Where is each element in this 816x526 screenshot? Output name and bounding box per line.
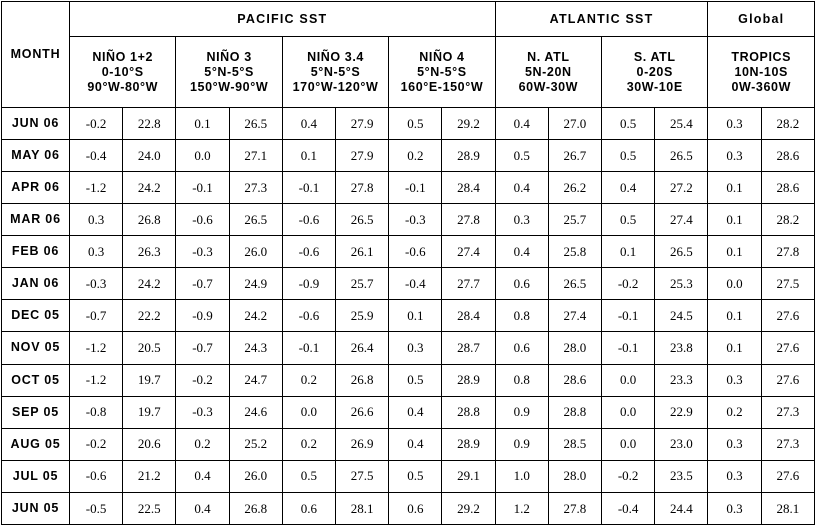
sst-value-cell: 27.0	[548, 108, 601, 140]
global-group-header: Global	[708, 2, 815, 37]
table-row	[2, 428, 815, 460]
anomaly-cell: 0.8	[495, 364, 548, 396]
table-row	[2, 268, 815, 300]
region-name: NIÑO 3	[206, 49, 252, 64]
region-header	[602, 37, 708, 108]
table-row	[2, 172, 815, 204]
anomaly-cell: 0.3	[708, 428, 761, 460]
sst-value-cell: 25.8	[548, 236, 601, 268]
sst-value-cell: 27.7	[442, 268, 495, 300]
anomaly-cell: 0.0	[602, 428, 655, 460]
region-lon: 60W-30W	[518, 79, 579, 94]
sst-value-cell: 28.6	[761, 140, 814, 172]
anomaly-cell: 0.0	[708, 268, 761, 300]
region-lat: 5°N-5°S	[204, 64, 254, 79]
anomaly-cell: 0.6	[389, 492, 442, 524]
sst-value-cell: 24.7	[229, 364, 282, 396]
sst-value-cell: 27.6	[761, 460, 814, 492]
anomaly-cell: -0.1	[176, 172, 229, 204]
sst-value-cell: 26.1	[336, 236, 389, 268]
sst-value-cell: 26.5	[655, 140, 708, 172]
anomaly-cell: -0.6	[176, 204, 229, 236]
month-label: JUN 06	[2, 108, 70, 140]
anomaly-cell: -0.5	[70, 492, 123, 524]
sst-value-cell: 24.0	[123, 140, 176, 172]
anomaly-cell: 0.3	[708, 108, 761, 140]
anomaly-cell: -0.3	[176, 236, 229, 268]
region-lat: 0-10°S	[101, 64, 144, 79]
anomaly-cell: -1.2	[70, 332, 123, 364]
anomaly-cell: 0.9	[495, 396, 548, 428]
sst-value-cell: 28.4	[442, 172, 495, 204]
sst-value-cell: 19.7	[123, 396, 176, 428]
anomaly-cell: -0.6	[282, 236, 335, 268]
sst-value-cell: 28.9	[442, 364, 495, 396]
sst-value-cell: 25.9	[336, 300, 389, 332]
anomaly-cell: 0.3	[708, 364, 761, 396]
sst-value-cell: 27.3	[761, 428, 814, 460]
region-name: TROPICS	[731, 49, 792, 64]
region-lon: 0W-360W	[731, 79, 791, 94]
sst-value-cell: 22.8	[123, 108, 176, 140]
anomaly-cell: 0.2	[389, 140, 442, 172]
sst-value-cell: 28.5	[548, 428, 601, 460]
region-header	[176, 37, 282, 108]
anomaly-cell: 0.3	[70, 236, 123, 268]
anomaly-cell: 0.4	[495, 236, 548, 268]
sst-value-cell: 27.8	[442, 204, 495, 236]
sst-value-cell: 27.1	[229, 140, 282, 172]
sst-value-cell: 28.7	[442, 332, 495, 364]
anomaly-cell: -0.7	[176, 268, 229, 300]
anomaly-cell: -0.4	[389, 268, 442, 300]
sst-value-cell: 22.9	[655, 396, 708, 428]
sst-value-cell: 27.8	[336, 172, 389, 204]
anomaly-cell: -1.2	[70, 364, 123, 396]
anomaly-cell: -1.2	[70, 172, 123, 204]
month-label: APR 06	[2, 172, 70, 204]
anomaly-cell: 0.2	[282, 364, 335, 396]
sst-value-cell: 27.6	[761, 332, 814, 364]
anomaly-cell: 0.5	[282, 460, 335, 492]
anomaly-cell: 0.5	[389, 460, 442, 492]
sst-value-cell: 27.6	[761, 300, 814, 332]
anomaly-cell: -0.1	[602, 300, 655, 332]
region-lat: 10N-10S	[734, 64, 788, 79]
anomaly-cell: 0.5	[602, 140, 655, 172]
sst-value-cell: 25.2	[229, 428, 282, 460]
anomaly-cell: 0.0	[602, 364, 655, 396]
month-label: JAN 06	[2, 268, 70, 300]
sst-value-cell: 28.2	[761, 108, 814, 140]
region-header	[282, 37, 388, 108]
sst-value-cell: 29.2	[442, 108, 495, 140]
sst-value-cell: 27.5	[336, 460, 389, 492]
sst-value-cell: 26.8	[336, 364, 389, 396]
anomaly-cell: 0.4	[282, 108, 335, 140]
anomaly-cell: -0.4	[602, 492, 655, 524]
anomaly-cell: 0.1	[389, 300, 442, 332]
sst-value-cell: 24.5	[655, 300, 708, 332]
sst-value-cell: 27.4	[655, 204, 708, 236]
anomaly-cell: 0.5	[602, 204, 655, 236]
anomaly-cell: 0.1	[282, 140, 335, 172]
table-row	[2, 492, 815, 524]
anomaly-cell: -0.9	[282, 268, 335, 300]
sst-value-cell: 24.6	[229, 396, 282, 428]
month-label: JUL 05	[2, 460, 70, 492]
table-row	[2, 364, 815, 396]
region-lon: 160°E-150°W	[400, 79, 484, 94]
anomaly-cell: -0.7	[176, 332, 229, 364]
sst-value-cell: 22.2	[123, 300, 176, 332]
region-lat: 5N-20N	[524, 64, 572, 79]
region-name: NIÑO 4	[419, 49, 465, 64]
sst-value-cell: 26.8	[229, 492, 282, 524]
anomaly-cell: 1.0	[495, 460, 548, 492]
sst-value-cell: 26.5	[336, 204, 389, 236]
table-row	[2, 300, 815, 332]
anomaly-cell: -0.2	[70, 428, 123, 460]
table-row	[2, 236, 815, 268]
anomaly-cell: -0.9	[176, 300, 229, 332]
sst-value-cell: 25.7	[548, 204, 601, 236]
anomaly-cell: 0.4	[176, 460, 229, 492]
sst-value-cell: 28.6	[761, 172, 814, 204]
anomaly-cell: 0.6	[282, 492, 335, 524]
sst-value-cell: 26.0	[229, 460, 282, 492]
region-lon: 30W-10E	[626, 79, 683, 94]
sst-value-cell: 26.4	[336, 332, 389, 364]
anomaly-cell: -0.3	[70, 268, 123, 300]
sst-value-cell: 26.3	[123, 236, 176, 268]
sst-value-cell: 27.9	[336, 140, 389, 172]
anomaly-cell: 0.3	[708, 492, 761, 524]
sst-value-cell: 27.6	[761, 364, 814, 396]
region-header	[70, 37, 176, 108]
anomaly-cell: -0.1	[602, 332, 655, 364]
anomaly-cell: 0.3	[70, 204, 123, 236]
sst-value-cell: 26.9	[336, 428, 389, 460]
table-row	[2, 140, 815, 172]
anomaly-cell: 0.5	[602, 108, 655, 140]
anomaly-cell: 0.5	[495, 140, 548, 172]
region-lat: 5°N-5°S	[310, 64, 361, 79]
sst-value-cell: 24.2	[229, 300, 282, 332]
sst-value-cell: 29.2	[442, 492, 495, 524]
table-row	[2, 108, 815, 140]
anomaly-cell: 0.8	[495, 300, 548, 332]
anomaly-cell: 0.4	[495, 108, 548, 140]
month-header: MONTH	[2, 2, 70, 108]
anomaly-cell: 0.1	[708, 172, 761, 204]
anomaly-cell: 0.1	[708, 300, 761, 332]
table-row	[2, 332, 815, 364]
sst-value-cell: 28.2	[761, 204, 814, 236]
anomaly-cell: -0.2	[70, 108, 123, 140]
anomaly-cell: 0.6	[495, 332, 548, 364]
sst-value-cell: 24.9	[229, 268, 282, 300]
sst-value-cell: 21.2	[123, 460, 176, 492]
anomaly-cell: 0.2	[282, 428, 335, 460]
month-label: NOV 05	[2, 332, 70, 364]
sst-value-cell: 27.3	[761, 396, 814, 428]
region-lon: 150°W-90°W	[189, 79, 269, 94]
anomaly-cell: -0.6	[389, 236, 442, 268]
region-lon: 90°W-80°W	[87, 79, 159, 94]
sst-value-cell: 28.0	[548, 460, 601, 492]
region-lon: 170°W-120°W	[292, 79, 379, 94]
sst-value-cell: 28.8	[442, 396, 495, 428]
sst-value-cell: 28.4	[442, 300, 495, 332]
sst-value-cell: 27.5	[761, 268, 814, 300]
sst-value-cell: 27.4	[442, 236, 495, 268]
anomaly-cell: 1.2	[495, 492, 548, 524]
anomaly-cell: -0.3	[176, 396, 229, 428]
anomaly-cell: 0.1	[708, 332, 761, 364]
month-label: MAY 06	[2, 140, 70, 172]
anomaly-cell: 0.2	[708, 396, 761, 428]
region-name: S. ATL	[633, 49, 676, 64]
anomaly-cell: 0.4	[602, 172, 655, 204]
region-name: NIÑO 3.4	[307, 49, 364, 64]
anomaly-cell: 0.4	[389, 396, 442, 428]
sst-value-cell: 20.5	[123, 332, 176, 364]
sst-value-cell: 23.5	[655, 460, 708, 492]
sst-value-cell: 23.0	[655, 428, 708, 460]
anomaly-cell: -0.1	[282, 172, 335, 204]
sst-value-cell: 20.6	[123, 428, 176, 460]
sst-table	[1, 1, 815, 525]
sst-value-cell: 26.2	[548, 172, 601, 204]
month-label: FEB 06	[2, 236, 70, 268]
sst-value-cell: 26.5	[229, 204, 282, 236]
table-row	[2, 460, 815, 492]
anomaly-cell: -0.6	[282, 300, 335, 332]
sst-value-cell: 26.5	[229, 108, 282, 140]
sst-value-cell: 28.9	[442, 428, 495, 460]
anomaly-cell: 0.2	[176, 428, 229, 460]
anomaly-cell: 0.3	[495, 204, 548, 236]
anomaly-cell: 0.1	[708, 204, 761, 236]
sst-value-cell: 23.8	[655, 332, 708, 364]
month-label: AUG 05	[2, 428, 70, 460]
anomaly-cell: -0.4	[70, 140, 123, 172]
table-row	[2, 204, 815, 236]
sst-value-cell: 27.8	[548, 492, 601, 524]
pacific-group-header: PACIFIC SST	[70, 2, 496, 37]
sst-value-cell: 28.6	[548, 364, 601, 396]
anomaly-cell: 0.0	[176, 140, 229, 172]
region-lat: 0-20S	[636, 64, 673, 79]
anomaly-cell: 0.6	[495, 268, 548, 300]
anomaly-cell: 0.3	[389, 332, 442, 364]
sst-value-cell: 26.5	[655, 236, 708, 268]
sst-value-cell: 29.1	[442, 460, 495, 492]
anomaly-cell: 0.0	[282, 396, 335, 428]
anomaly-cell: 0.1	[708, 236, 761, 268]
sst-value-cell: 19.7	[123, 364, 176, 396]
region-name: NIÑO 1+2	[92, 49, 154, 64]
anomaly-cell: -0.6	[282, 204, 335, 236]
anomaly-cell: -0.2	[176, 364, 229, 396]
month-label: MAR 06	[2, 204, 70, 236]
sst-value-cell: 24.4	[655, 492, 708, 524]
anomaly-cell: 0.5	[389, 108, 442, 140]
sst-value-cell: 25.7	[336, 268, 389, 300]
anomaly-cell: 0.5	[389, 364, 442, 396]
region-name: N. ATL	[527, 49, 570, 64]
region-header	[708, 37, 815, 108]
sst-value-cell: 27.2	[655, 172, 708, 204]
sst-value-cell: 25.3	[655, 268, 708, 300]
anomaly-cell: 0.1	[602, 236, 655, 268]
anomaly-cell: 0.4	[495, 172, 548, 204]
anomaly-cell: -0.1	[282, 332, 335, 364]
anomaly-cell: 0.4	[389, 428, 442, 460]
sst-value-cell: 28.0	[548, 332, 601, 364]
anomaly-cell: 0.1	[176, 108, 229, 140]
sst-value-cell: 27.9	[336, 108, 389, 140]
sst-value-cell: 27.8	[761, 236, 814, 268]
month-label: SEP 05	[2, 396, 70, 428]
anomaly-cell: 0.3	[708, 140, 761, 172]
anomaly-cell: -0.2	[602, 268, 655, 300]
month-label: OCT 05	[2, 364, 70, 396]
sst-value-cell: 26.0	[229, 236, 282, 268]
sst-value-cell: 24.3	[229, 332, 282, 364]
anomaly-cell: -0.8	[70, 396, 123, 428]
anomaly-cell: 0.9	[495, 428, 548, 460]
sst-value-cell: 25.4	[655, 108, 708, 140]
sst-value-cell: 26.6	[336, 396, 389, 428]
anomaly-cell: -0.7	[70, 300, 123, 332]
region-header	[495, 37, 601, 108]
anomaly-cell: -0.3	[389, 204, 442, 236]
month-label: DEC 05	[2, 300, 70, 332]
sst-value-cell: 26.7	[548, 140, 601, 172]
anomaly-cell: 0.0	[602, 396, 655, 428]
region-lat: 5°N-5°S	[417, 64, 467, 79]
sst-value-cell: 28.1	[336, 492, 389, 524]
region-header	[389, 37, 495, 108]
sst-value-cell: 24.2	[123, 268, 176, 300]
sst-value-cell: 24.2	[123, 172, 176, 204]
anomaly-cell: -0.6	[70, 460, 123, 492]
sst-value-cell: 28.9	[442, 140, 495, 172]
sst-value-cell: 26.8	[123, 204, 176, 236]
sst-value-cell: 27.4	[548, 300, 601, 332]
month-label: JUN 05	[2, 492, 70, 524]
sst-value-cell: 28.1	[761, 492, 814, 524]
anomaly-cell: -0.2	[602, 460, 655, 492]
anomaly-cell: 0.3	[708, 460, 761, 492]
sst-value-cell: 28.8	[548, 396, 601, 428]
anomaly-cell: 0.4	[176, 492, 229, 524]
sst-value-cell: 26.5	[548, 268, 601, 300]
sst-value-cell: 23.3	[655, 364, 708, 396]
table-row	[2, 396, 815, 428]
sst-value-cell: 27.3	[229, 172, 282, 204]
sst-value-cell: 22.5	[123, 492, 176, 524]
atlantic-group-header: ATLANTIC SST	[495, 2, 708, 37]
anomaly-cell: -0.1	[389, 172, 442, 204]
